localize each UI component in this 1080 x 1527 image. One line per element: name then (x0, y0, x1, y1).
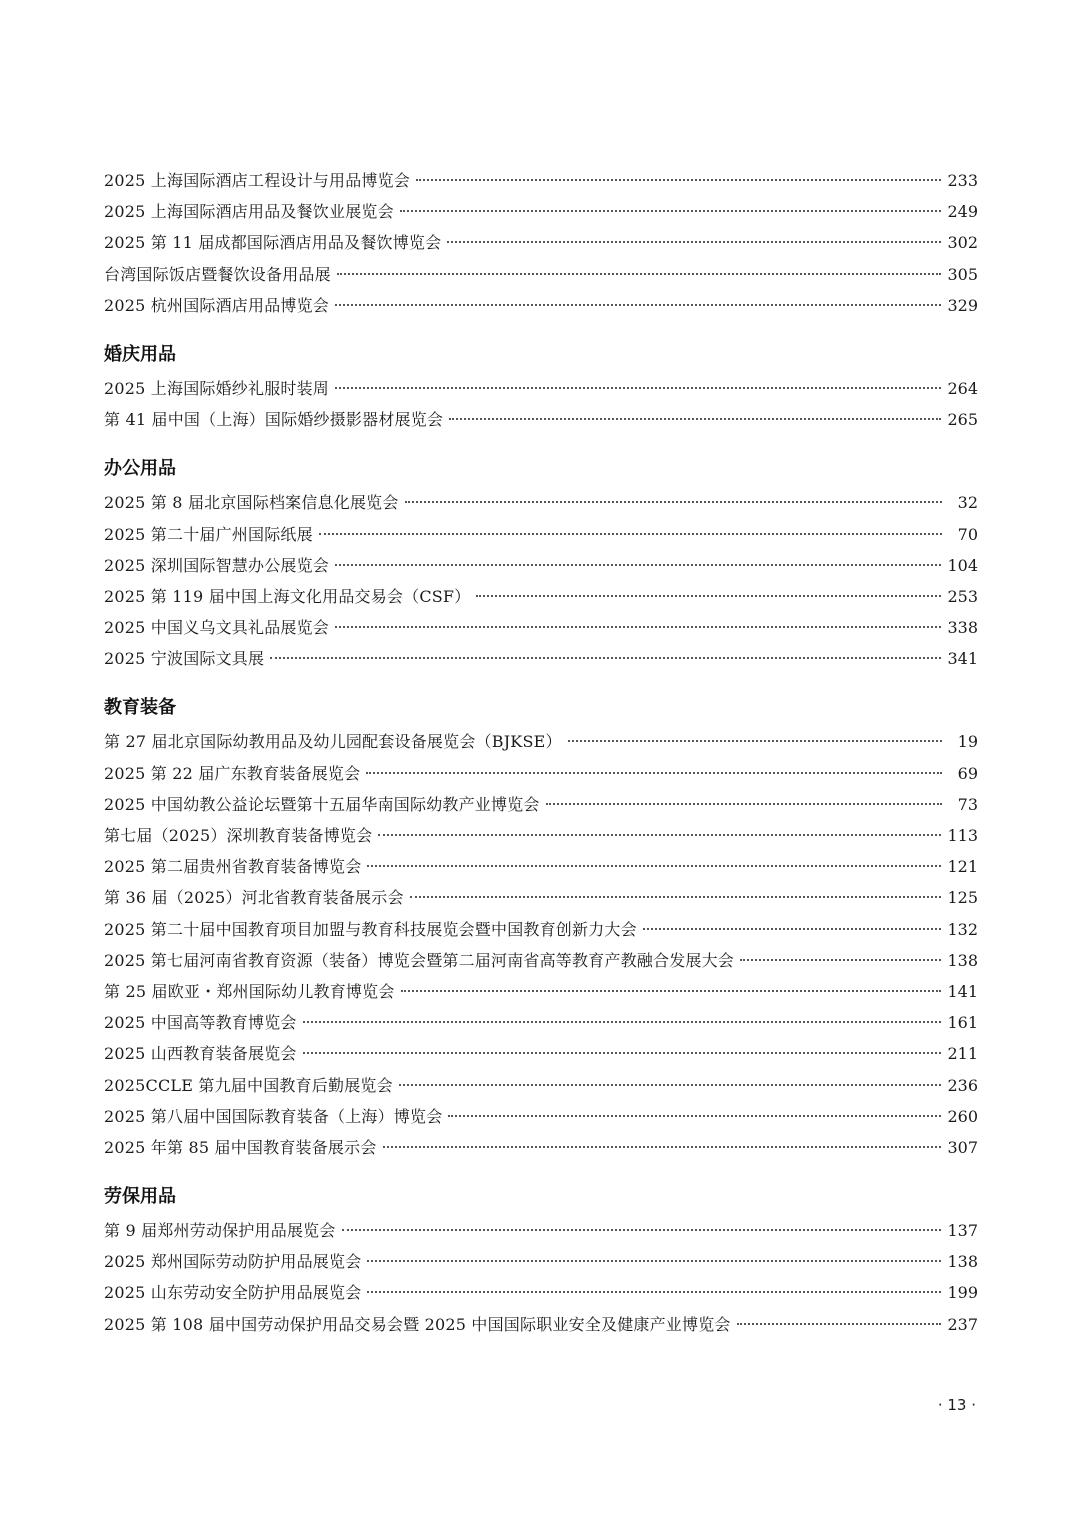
dot-leader (416, 179, 941, 181)
entry-title: 2025 中国幼教公益论坛暨第十五届华南国际幼教产业博览会 (104, 794, 540, 814)
dot-leader (335, 564, 941, 566)
toc-entry[interactable] (104, 820, 978, 851)
entry-title: 第 41 届中国（上海）国际婚纱摄影器材展览会 (104, 410, 444, 430)
toc-entry[interactable] (104, 487, 978, 518)
entry-page-number: 121 (947, 857, 978, 877)
entry-title: 2025 上海国际婚纱礼服时装周 (104, 378, 330, 398)
section-heading: 办公用品 (104, 458, 176, 480)
dot-leader (448, 1115, 941, 1117)
dot-leader (399, 1084, 942, 1086)
toc-entry[interactable] (104, 1215, 978, 1246)
dot-leader (367, 1291, 941, 1293)
toc-entry[interactable] (104, 227, 978, 258)
toc-entry[interactable] (104, 882, 978, 913)
entry-page-number: 341 (947, 649, 978, 669)
dot-leader (383, 1146, 942, 1148)
entry-title: 2025 上海国际酒店工程设计与用品博览会 (104, 171, 411, 190)
entry-page-number: 161 (947, 1013, 978, 1033)
entry-title: 2025 第 8 届北京国际档案信息化展览会 (104, 493, 399, 513)
dot-leader (335, 304, 941, 306)
entry-title: 2025 深圳国际智慧办公展览会 (104, 555, 330, 575)
toc-section-labor-protection (104, 1185, 978, 1340)
dot-leader (410, 896, 942, 898)
entry-title: 2025 第七届河南省教育资源（装备）博览会暨第二届河南省高等教育产教融合发展大会 (104, 950, 735, 970)
toc-section-wedding (104, 343, 978, 435)
entry-page-number: 141 (947, 981, 978, 1001)
toc-entry[interactable] (104, 1132, 978, 1163)
entry-page-number: 104 (947, 555, 978, 575)
entry-title: 第 36 届（2025）河北省教育装备展示会 (104, 888, 404, 908)
toc-entry[interactable] (104, 726, 978, 757)
toc-section-office (104, 457, 978, 674)
entry-page-number: 249 (947, 202, 978, 222)
toc-entry[interactable] (104, 165, 978, 196)
dot-leader (447, 241, 941, 243)
entry-title: 2025 杭州国际酒店用品博览会 (104, 295, 330, 315)
entry-title: 2025 第二十届中国教育项目加盟与教育科技展览会暨中国教育创新力大会 (104, 919, 637, 939)
dot-leader (737, 1323, 942, 1325)
section-heading: 婚庆用品 (104, 343, 176, 365)
entry-page-number: 236 (947, 1075, 978, 1095)
toc-entry[interactable] (104, 1101, 978, 1132)
entry-page-number: 19 (957, 732, 978, 752)
toc-entry[interactable] (104, 1007, 978, 1038)
entry-title: 2025 宁波国际文具展 (104, 649, 265, 669)
entry-page-number: 70 (957, 524, 978, 544)
toc-entry[interactable] (104, 1246, 978, 1277)
entry-title: 2025 第 119 届中国上海文化用品交易会（CSF） (104, 586, 471, 606)
entry-page-number: 305 (947, 264, 978, 284)
entry-title: 2025 中国高等教育博览会 (104, 1013, 297, 1033)
entry-page-number: 265 (947, 410, 978, 430)
entry-page-number: 233 (947, 171, 978, 190)
entry-page-number: 137 (947, 1221, 978, 1241)
entry-page-number: 260 (947, 1106, 978, 1126)
dot-leader (401, 990, 942, 992)
dot-leader (342, 1229, 942, 1231)
entry-page-number: 199 (947, 1283, 978, 1303)
toc-entry[interactable] (104, 758, 978, 789)
dot-leader (366, 772, 942, 774)
entry-title: 2025 第 22 届广东教育装备展览会 (104, 763, 361, 783)
entry-title: 2025CCLE 第九届中国教育后勤展览会 (104, 1075, 393, 1095)
section-heading: 劳保用品 (104, 1186, 176, 1208)
dot-leader (378, 834, 941, 836)
entry-title: 2025 第二届贵州省教育装备博览会 (104, 857, 362, 877)
toc-entry[interactable] (104, 945, 978, 976)
entry-page-number: 138 (947, 1252, 978, 1272)
dot-leader (367, 1260, 941, 1262)
entry-page-number: 302 (947, 233, 978, 253)
entry-page-number: 307 (947, 1137, 978, 1157)
entry-page-number: 32 (957, 493, 978, 513)
entry-page-number: 132 (947, 919, 978, 939)
dot-leader (319, 533, 942, 535)
entry-title: 台湾国际饭店暨餐饮设备用品展 (104, 264, 331, 284)
entry-page-number: 253 (947, 586, 978, 606)
entry-page-number: 125 (947, 888, 978, 908)
entry-title: 2025 山东劳动安全防护用品展览会 (104, 1283, 362, 1303)
dot-leader (303, 1021, 942, 1023)
toc-entry[interactable] (104, 373, 978, 404)
dot-leader (400, 210, 942, 212)
toc-entry[interactable] (104, 1277, 978, 1308)
entry-title: 2025 年第 85 届中国教育装备展示会 (104, 1137, 377, 1157)
entry-title: 第 9 届郑州劳动保护用品展览会 (104, 1221, 336, 1241)
entry-title: 2025 郑州国际劳动防护用品展览会 (104, 1252, 362, 1272)
toc-entry[interactable] (104, 581, 978, 612)
toc-entry[interactable] (104, 643, 978, 674)
entry-title: 2025 第二十届广州国际纸展 (104, 524, 313, 544)
section-heading: 教育装备 (104, 697, 176, 719)
dot-leader (643, 928, 942, 930)
entry-title: 2025 山西教育装备展览会 (104, 1044, 297, 1064)
dot-leader (367, 865, 941, 867)
entry-page-number: 211 (947, 1044, 978, 1064)
toc-entry[interactable] (104, 1038, 978, 1069)
dot-leader (335, 387, 941, 389)
page-number-footer: · 13 · (937, 1396, 976, 1414)
entry-title: 2025 中国义乌文具礼品展览会 (104, 618, 330, 638)
toc-section-education (104, 696, 978, 1163)
entry-page-number: 138 (947, 950, 978, 970)
entry-title: 2025 第八届中国国际教育装备（上海）博览会 (104, 1106, 443, 1126)
toc-entry[interactable] (104, 612, 978, 643)
toc-entry[interactable] (104, 519, 978, 550)
toc-entry[interactable] (104, 1309, 978, 1340)
entry-page-number: 237 (947, 1314, 978, 1334)
dot-leader (568, 740, 942, 742)
toc-entry[interactable] (104, 914, 978, 945)
toc-entry[interactable] (104, 290, 978, 321)
entry-page-number: 338 (947, 618, 978, 638)
entry-page-number: 329 (947, 295, 978, 315)
dot-leader (335, 626, 941, 628)
dot-leader (476, 595, 941, 597)
toc-page (104, 0, 978, 1340)
entry-page-number: 69 (957, 763, 978, 783)
toc-entry[interactable] (104, 550, 978, 581)
dot-leader (405, 501, 942, 503)
toc-entry[interactable] (104, 196, 978, 227)
dot-leader (740, 959, 941, 961)
toc-entry[interactable] (104, 1070, 978, 1101)
entry-page-number: 113 (947, 826, 978, 845)
entry-title: 2025 第 108 届中国劳动保护用品交易会暨 2025 中国国际职业安全及健康产业博览会 (104, 1314, 731, 1334)
toc-entry[interactable] (104, 789, 978, 820)
entry-title: 2025 第 11 届成都国际酒店用品及餐饮博览会 (104, 233, 442, 253)
entry-title: 第七届（2025）深圳教育装备博览会 (104, 826, 373, 845)
entry-title: 第 27 届北京国际幼教用品及幼儿园配套设备展览会（BJKSE） (104, 732, 562, 752)
toc-entry[interactable] (104, 404, 978, 435)
entry-title: 第 25 届欧亚・郑州国际幼儿教育博览会 (104, 981, 395, 1001)
entry-title: 2025 上海国际酒店用品及餐饮业展览会 (104, 202, 394, 222)
toc-entry[interactable] (104, 259, 978, 290)
toc-entry[interactable] (104, 851, 978, 882)
dot-leader (546, 803, 942, 805)
dot-leader (303, 1052, 942, 1054)
toc-entry[interactable] (104, 976, 978, 1007)
toc-intro-list (104, 165, 978, 321)
entry-page-number: 73 (957, 794, 978, 814)
dot-leader (337, 273, 942, 275)
dot-leader (270, 657, 941, 659)
entry-page-number: 264 (947, 378, 978, 398)
dot-leader (449, 418, 941, 420)
